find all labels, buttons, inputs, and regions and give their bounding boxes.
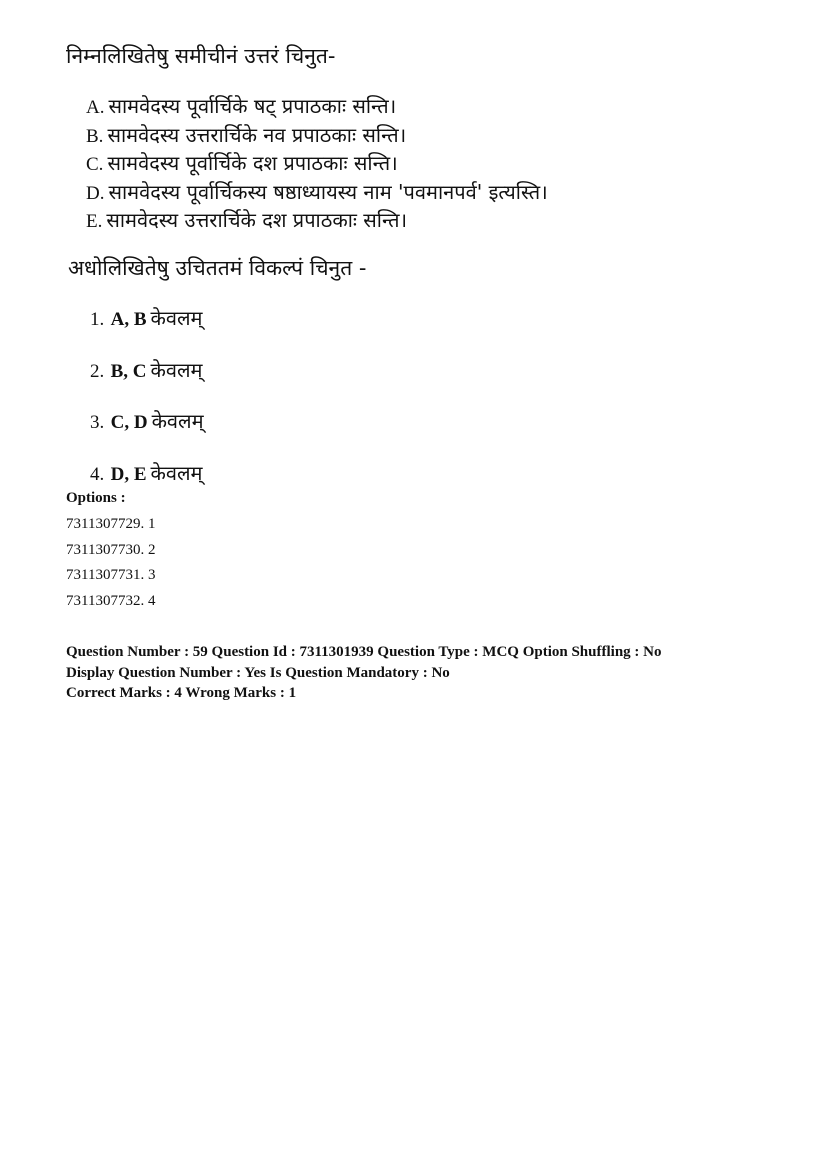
choice-item — [90, 405, 204, 457]
choice-number: 2. — [90, 360, 105, 382]
statement-text: सामवेदस्य पूर्वार्चिके दश प्रपाठकाः सन्ति। — [107, 151, 398, 175]
choice-word: केवलम् — [150, 357, 203, 382]
statement-key: A. — [86, 97, 105, 118]
statement-item — [86, 121, 548, 150]
statement-item — [86, 149, 548, 178]
choice-word: केवलम् — [150, 460, 203, 485]
statement-text: सामवेदस्य पूर्वार्चिके षट् प्रपाठकाः सन्ति। — [108, 94, 397, 118]
choice-letters: A, B — [110, 309, 147, 330]
choice-word: केवलम् — [150, 306, 203, 330]
statement-text: सामवेदस्य पूर्वार्चिकस्य षष्ठाध्यायस्य नाम 'पवमानपर्व' इत्यस्ति। — [108, 179, 548, 204]
option-id-item: 7311307732. 4 — [66, 592, 156, 609]
statement-item — [86, 92, 548, 121]
choice-list — [90, 302, 204, 508]
statement-text: सामवेदस्य उत्तरार्चिके दश प्रपाठकाः सन्ति। — [106, 208, 408, 232]
option-id-item: 7311307729. 1 — [66, 516, 156, 532]
options-heading: Options : — [66, 490, 126, 506]
option-id-item: 7311307730. 2 — [66, 541, 156, 558]
choice-number: 3. — [90, 412, 105, 433]
metadata-line-marks: Correct Marks : 4 Wrong Marks : 1 — [66, 685, 297, 701]
statement-text: सामवेदस्य उत्तरार्चिके नव प्रपाठकाः सन्ति। — [107, 122, 407, 147]
choice-item — [90, 354, 204, 406]
choice-letters: C, D — [110, 412, 148, 433]
choice-number: 1. — [90, 309, 105, 330]
metadata-line-question: Question Number : 59 Question Id : 7311301939 Question Type : MCQ Option Shuffling : No — [66, 644, 662, 660]
statement-key: C. — [86, 154, 104, 175]
metadata-line-display: Display Question Number : Yes Is Question Mandatory : No — [66, 664, 450, 681]
statement-key: B. — [86, 125, 104, 147]
question-intro: निम्नलिखितेषु समीचीनं उत्तरं चिनुत- — [66, 44, 336, 68]
question-prompt: अधोलिखितेषु उचिततमं विकल्पं चिनुत - — [68, 256, 367, 280]
option-id-list — [66, 514, 155, 616]
statement-item — [86, 206, 548, 235]
choice-letters: D, E — [110, 463, 147, 485]
choice-word: केवलम् — [151, 409, 204, 433]
option-id-item: 7311307731. 3 — [66, 567, 156, 583]
statement-key: D. — [86, 182, 105, 204]
choice-item — [90, 302, 204, 354]
statement-item — [86, 178, 548, 207]
statement-key: E. — [86, 211, 103, 232]
choice-number: 4. — [90, 463, 105, 485]
question-metadata — [66, 642, 766, 704]
statement-list — [86, 92, 548, 235]
choice-letters: B, C — [110, 360, 147, 382]
